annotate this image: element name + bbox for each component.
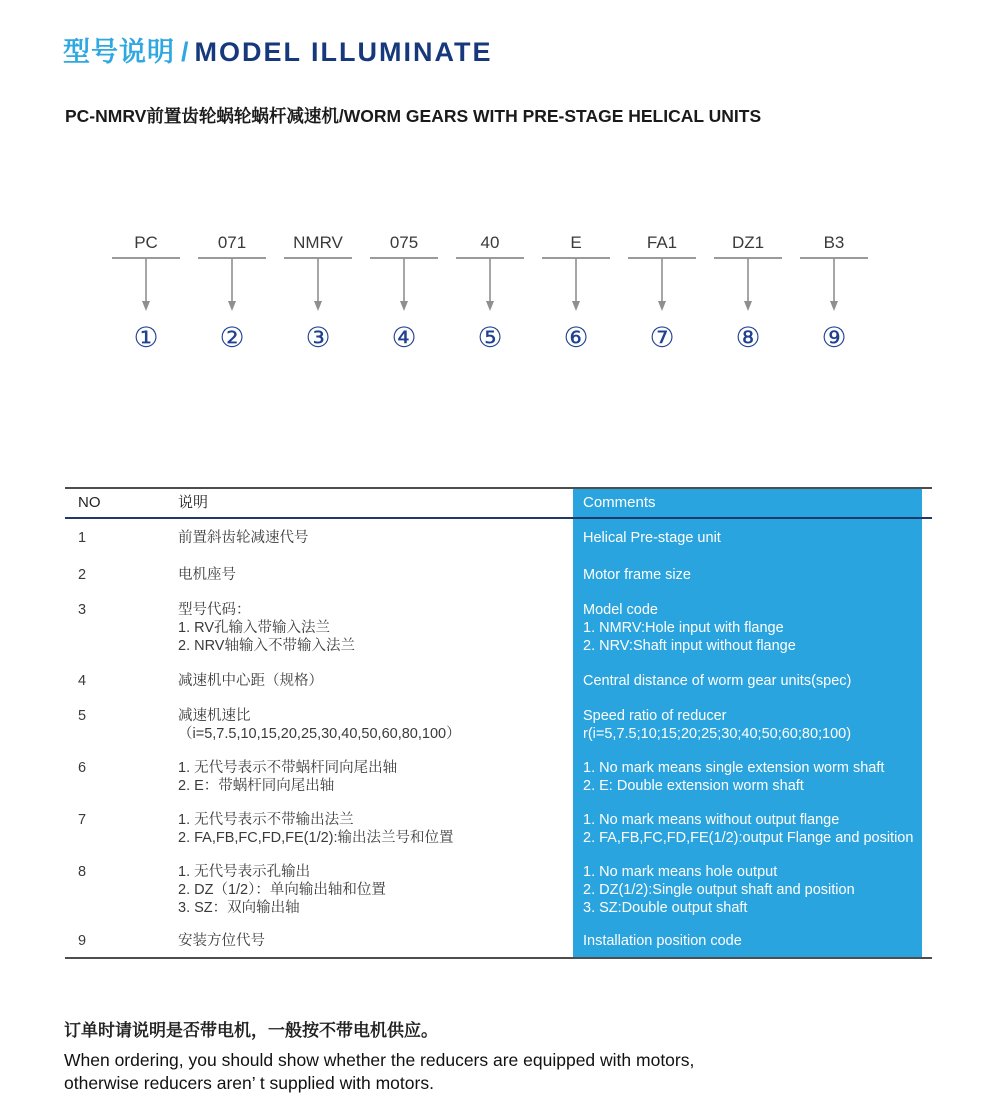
row-desc	[175, 519, 573, 557]
comment-line: 1. NMRV:Hole input with flange	[583, 620, 784, 636]
model-code-diagram	[103, 231, 877, 353]
row-no: 9	[78, 933, 87, 949]
desc-line: 2. NRV轴输入不带输入法兰	[178, 638, 355, 654]
down-arrow-icon	[569, 258, 583, 312]
row-no: 7	[78, 812, 87, 828]
row-desc	[175, 803, 573, 855]
row-comment	[573, 663, 922, 699]
header-desc: 说明	[178, 494, 209, 511]
row-no: 3	[78, 602, 87, 618]
row-comment	[573, 519, 922, 557]
desc-line: 减速机中心距（规格）	[178, 673, 323, 689]
desc-line: 2. FA,FB,FC,FD,FE(1/2):输出法兰号和位置	[178, 830, 454, 846]
table-row	[65, 557, 932, 593]
model-code-value: 071	[217, 233, 247, 252]
comment-line: Helical Pre-stage unit	[583, 530, 721, 546]
down-arrow-icon	[225, 258, 239, 312]
row-comment	[573, 593, 922, 663]
comment-line: r(i=5,7.5;10;15;20;25;30;40;50;60;80;100)	[583, 726, 852, 742]
comment-line: 1. No mark means without output flange	[583, 812, 840, 828]
model-code-value: E	[570, 233, 582, 252]
desc-line: 1. 无代号表示不带蜗杆同向尾出轴	[178, 760, 398, 776]
ordering-note-en	[64, 1049, 694, 1095]
row-desc	[175, 593, 573, 663]
model-code-value: FA1	[646, 233, 678, 252]
model-code-value: B3	[823, 233, 845, 252]
desc-line: 1. RV孔输入带输入法兰	[178, 620, 331, 636]
ordering-note-en-line2: otherwise reducers aren’ t supplied with motors.	[64, 1073, 434, 1093]
model-code-value: DZ1	[731, 233, 765, 252]
row-no: 1	[78, 530, 87, 546]
page-title-en: MODEL ILLUMINATE	[194, 37, 493, 67]
table-row	[65, 925, 932, 957]
circled-number: ⑨	[821, 322, 847, 353]
comment-line: Motor frame size	[583, 567, 691, 583]
comment-line: Central distance of worm gear units(spec)	[583, 673, 852, 689]
down-arrow-icon	[741, 258, 755, 312]
circled-number: ③	[305, 322, 331, 353]
model-segment-8	[705, 231, 791, 353]
row-desc	[175, 855, 573, 925]
model-segment-1	[103, 231, 189, 353]
table-row	[65, 593, 932, 663]
table-header-row	[65, 489, 932, 519]
table-row	[65, 663, 932, 699]
comment-line: 3. SZ:Double output shaft	[583, 900, 748, 916]
circled-number: ②	[219, 322, 245, 353]
desc-line: （i=5,7.5,10,15,20,25,30,40,50,60,80,100）	[178, 726, 461, 742]
row-desc	[175, 557, 573, 593]
model-segment-2	[189, 231, 275, 353]
page-title	[63, 30, 493, 69]
comment-line: 1. No mark means single extension worm shaft	[583, 760, 885, 776]
row-no: 2	[78, 567, 87, 583]
table-row	[65, 803, 932, 855]
row-desc	[175, 699, 573, 751]
down-arrow-icon	[311, 258, 325, 312]
table-row	[65, 855, 932, 925]
comment-line: 2. DZ(1/2):Single output shaft and position	[583, 882, 855, 898]
table-row	[65, 751, 932, 803]
comment-line: Installation position code	[583, 933, 742, 949]
comment-line: 2. NRV:Shaft input without flange	[583, 638, 796, 654]
row-desc	[175, 925, 573, 957]
ordering-note-zh: 订单时请说明是否带电机，一般按不带电机供应。	[64, 1021, 438, 1040]
header-comments: Comments	[573, 489, 922, 517]
desc-line: 2. E：带蜗杆同向尾出轴	[178, 778, 335, 794]
circled-number: ①	[133, 322, 159, 353]
model-segment-4	[361, 231, 447, 353]
page-title-separator: /	[181, 37, 189, 67]
model-segment-9	[791, 231, 877, 353]
model-segment-7	[619, 231, 705, 353]
down-arrow-icon	[827, 258, 841, 312]
desc-line: 1. 无代号表示孔输出	[178, 864, 311, 880]
row-no: 6	[78, 760, 87, 776]
model-explanation-table	[65, 487, 932, 959]
circled-number: ⑥	[563, 322, 589, 353]
comment-line: 2. FA,FB,FC,FD,FE(1/2):output Flange and position	[583, 830, 914, 846]
circled-number: ⑧	[735, 322, 761, 353]
desc-line: 减速机速比	[178, 708, 251, 724]
table-row	[65, 699, 932, 751]
model-code-value: 40	[480, 233, 500, 252]
model-segment-3	[275, 231, 361, 353]
model-segment-5	[447, 231, 533, 353]
down-arrow-icon	[655, 258, 669, 312]
row-comment	[573, 855, 922, 925]
desc-line: 1. 无代号表示不带输出法兰	[178, 812, 354, 828]
comment-line: 1. No mark means hole output	[583, 864, 778, 880]
row-comment	[573, 803, 922, 855]
row-desc	[175, 663, 573, 699]
row-desc	[175, 751, 573, 803]
desc-line: 前置斜齿轮减速代号	[178, 530, 309, 546]
row-comment	[573, 925, 922, 957]
down-arrow-icon	[139, 258, 153, 312]
circled-number: ④	[391, 322, 417, 353]
desc-line: 3. SZ：双向输出轴	[178, 900, 300, 916]
model-code-value: PC	[134, 233, 158, 252]
desc-line: 型号代码：	[178, 602, 251, 618]
comment-line: Speed ratio of reducer	[583, 708, 727, 724]
row-comment	[573, 699, 922, 751]
header-no: NO	[78, 494, 101, 511]
section-subtitle: PC-NMRV前置齿轮蜗轮蜗杆减速机/WORM GEARS WITH PRE-STAGE HELICAL UNITS	[65, 106, 762, 126]
model-code-value: NMRV	[293, 233, 343, 252]
row-comment	[573, 557, 922, 593]
ordering-note-en-line1: When ordering, you should show whether the reducers are equipped with motors,	[64, 1050, 695, 1070]
page-title-zh: 型号说明	[63, 37, 175, 67]
model-code-value: 075	[389, 233, 419, 252]
desc-line: 安装方位代号	[178, 933, 265, 949]
down-arrow-icon	[483, 258, 497, 312]
row-no: 8	[78, 864, 87, 880]
desc-line: 电机座号	[178, 567, 236, 583]
circled-number: ⑤	[477, 322, 503, 353]
row-comment	[573, 751, 922, 803]
table-row	[65, 519, 932, 557]
desc-line: 2. DZ（1/2）：单向输出轴和位置	[178, 882, 386, 898]
comment-line: Model code	[583, 602, 658, 618]
comment-line: 2. E: Double extension worm shaft	[583, 778, 804, 794]
model-segment-6	[533, 231, 619, 353]
down-arrow-icon	[397, 258, 411, 312]
row-no: 5	[78, 708, 87, 724]
circled-number: ⑦	[649, 322, 675, 353]
row-no: 4	[78, 673, 87, 689]
